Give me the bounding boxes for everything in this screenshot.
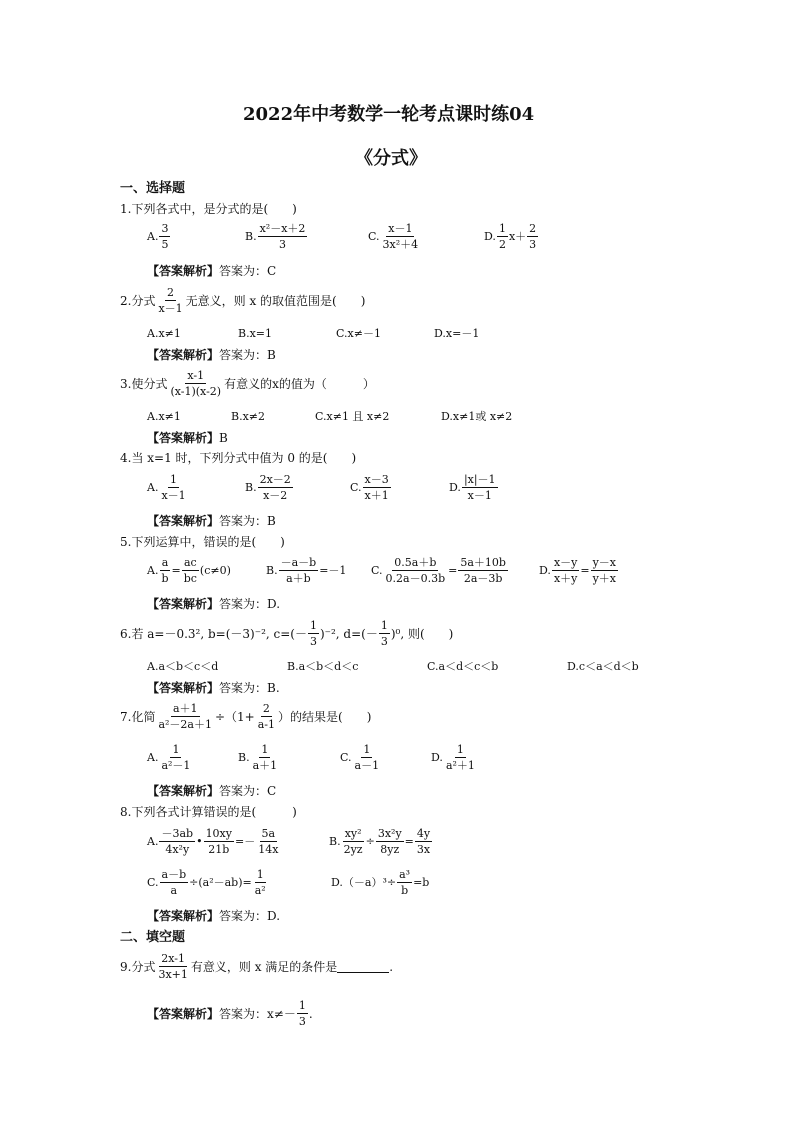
- q6-answer: 【答案解析】答案为：B.: [147, 681, 280, 695]
- q7-answer: 【答案解析】答案为：C: [147, 784, 277, 798]
- question-1-stem: 1.下列各式中，是分式的是( ): [120, 202, 297, 216]
- page-title: 2022年中考数学一轮考点课时练04: [243, 104, 535, 125]
- q2-answer: 【答案解析】答案为：B: [147, 348, 276, 362]
- q9-answer: 【答案解析】 答案为：x≠－ $\frac{1}{3}$ .: [147, 999, 313, 1028]
- question-9-stem: 9.分式 $\frac{2x-1}{3x+1}$ 有意义，则 x 满足的条件是 .: [120, 952, 394, 981]
- q5-option-d: D. $\frac{x-y}{x+y}$ = $\frac{y-x}{y+x}$: [539, 556, 616, 585]
- q6-option-c: C.a＜d＜c＜b: [427, 660, 499, 673]
- question-7-stem: 7.化简 $\frac{a+1}{\text{a²－2a＋1}}$ ÷（1+ $\frac{2}{a-1}$ ）的结果是( ): [120, 702, 372, 731]
- q2-option-b: B.x=1: [238, 327, 272, 340]
- q1-option-b: B. $\frac{\text{x²－x＋2}}{3}$: [245, 222, 306, 251]
- q2-option-a: A.x≠1: [147, 327, 181, 340]
- q8-option-b: B. $\frac{\text{xy²}}{2yz}$ ÷ $\frac{\text{3x²y}}{8yz}$ = $\frac{4y}{3x}$: [329, 827, 431, 856]
- question-8-stem: 8.下列各式计算错误的是( ): [120, 805, 297, 819]
- q7-option-c: C. $\frac{1}{a-1}$: [340, 743, 380, 772]
- q7-option-b: B. $\frac{1}{a+1}$: [238, 743, 278, 772]
- q2-option-d: D.x=－1: [434, 327, 480, 340]
- q4-answer: 【答案解析】答案为：B: [147, 514, 276, 528]
- q4-option-a: A. $\frac{1}{x-1}$: [147, 473, 186, 502]
- q7-option-a: A. $\frac{1}{\text{a²－1}}$: [147, 743, 191, 772]
- q8-option-c: C. $\frac{a-b}{a}$ ÷(a²－ab)= $\frac{1}{\text{a²}}$: [147, 868, 266, 897]
- page-subtitle: 《分式》: [355, 148, 427, 169]
- q1-answer: 【答案解析】答案为：C: [147, 264, 277, 278]
- q8-answer: 【答案解析】答案为：D.: [147, 909, 281, 923]
- q3-option-b: B.x≠2: [231, 410, 265, 423]
- q4-option-b: B. $\frac{2x-2}{x-2}$: [245, 473, 291, 502]
- q1-option-d: D. $\frac{1}{2}$ x＋ $\frac{2}{3}$: [484, 222, 537, 251]
- section-heading: 二、填空题: [120, 930, 186, 945]
- q1-option-c: C. $\frac{x-1}{\text{3x²＋4}}$: [368, 222, 419, 251]
- q5-option-c: C. $\frac{0.5a+b}{0.2a-0.3b}$ = $\frac{5a+10b}{2a-3b}$: [371, 556, 506, 585]
- q1-option-a: A. $\frac{3}{5}$: [147, 222, 169, 251]
- question-6-stem: 6.若 a=－0.3², b=(－3)⁻², c=(－ $\frac{1}{3}$ )⁻², d=(－ $\frac{1}{3}$ )⁰, 则( ): [120, 619, 454, 648]
- q3-option-a: A.x≠1: [147, 410, 181, 423]
- q6-option-d: D.c＜a＜d＜b: [567, 660, 639, 673]
- section-heading: 一、选择题: [120, 181, 186, 196]
- q6-option-b: B.a＜b＜d＜c: [287, 660, 359, 673]
- q5-answer: 【答案解析】答案为：D.: [147, 597, 281, 611]
- question-4-stem: 4.当 x=1 时，下列分式中值为 0 的是( ): [120, 451, 357, 465]
- q3-option-d: D.x≠1或 x≠2: [441, 410, 513, 423]
- q3-answer: 【答案解析】B: [147, 431, 228, 445]
- q6-option-a: A.a＜b＜c＜d: [147, 660, 219, 673]
- answer-blank[interactable]: [337, 960, 389, 973]
- question-3-stem: 3.使分式 $\frac{x-1}{(x-1)(x-2)}$ 有意义的x的值为（ ）: [120, 369, 375, 398]
- q2-option-c: C.x≠－1: [336, 327, 381, 340]
- q3-option-c: C.x≠1 且 x≠2: [315, 410, 390, 423]
- q8-option-a: A. $\frac{-3ab}{\text{4x²y}}$ • $\frac{10xy}{21b}$ =－ $\frac{5a}{14x}$: [147, 827, 279, 856]
- q7-option-d: D. $\frac{1}{\text{a²＋1}}$: [431, 743, 475, 772]
- question-2-stem: 2.分式 $\frac{2}{x-1}$ 无意义，则 x 的取值范围是( ): [120, 286, 366, 315]
- question-5-stem: 5.下列运算中，错误的是( ): [120, 535, 285, 549]
- q4-option-c: C. $\frac{x-3}{x+1}$: [350, 473, 389, 502]
- q5-option-a: A. $\frac{a}{b}$ = $\frac{ac}{bc}$ (c≠0): [147, 556, 231, 585]
- q8-option-d: D.（－a）³÷ $\frac{\text{a³}}{b}$ =b: [331, 868, 430, 897]
- q5-option-b: B. $\frac{-a-b}{a+b}$ =－1: [266, 556, 347, 585]
- q4-option-d: D. $\frac{|x|-1}{x-1}$: [449, 473, 496, 502]
